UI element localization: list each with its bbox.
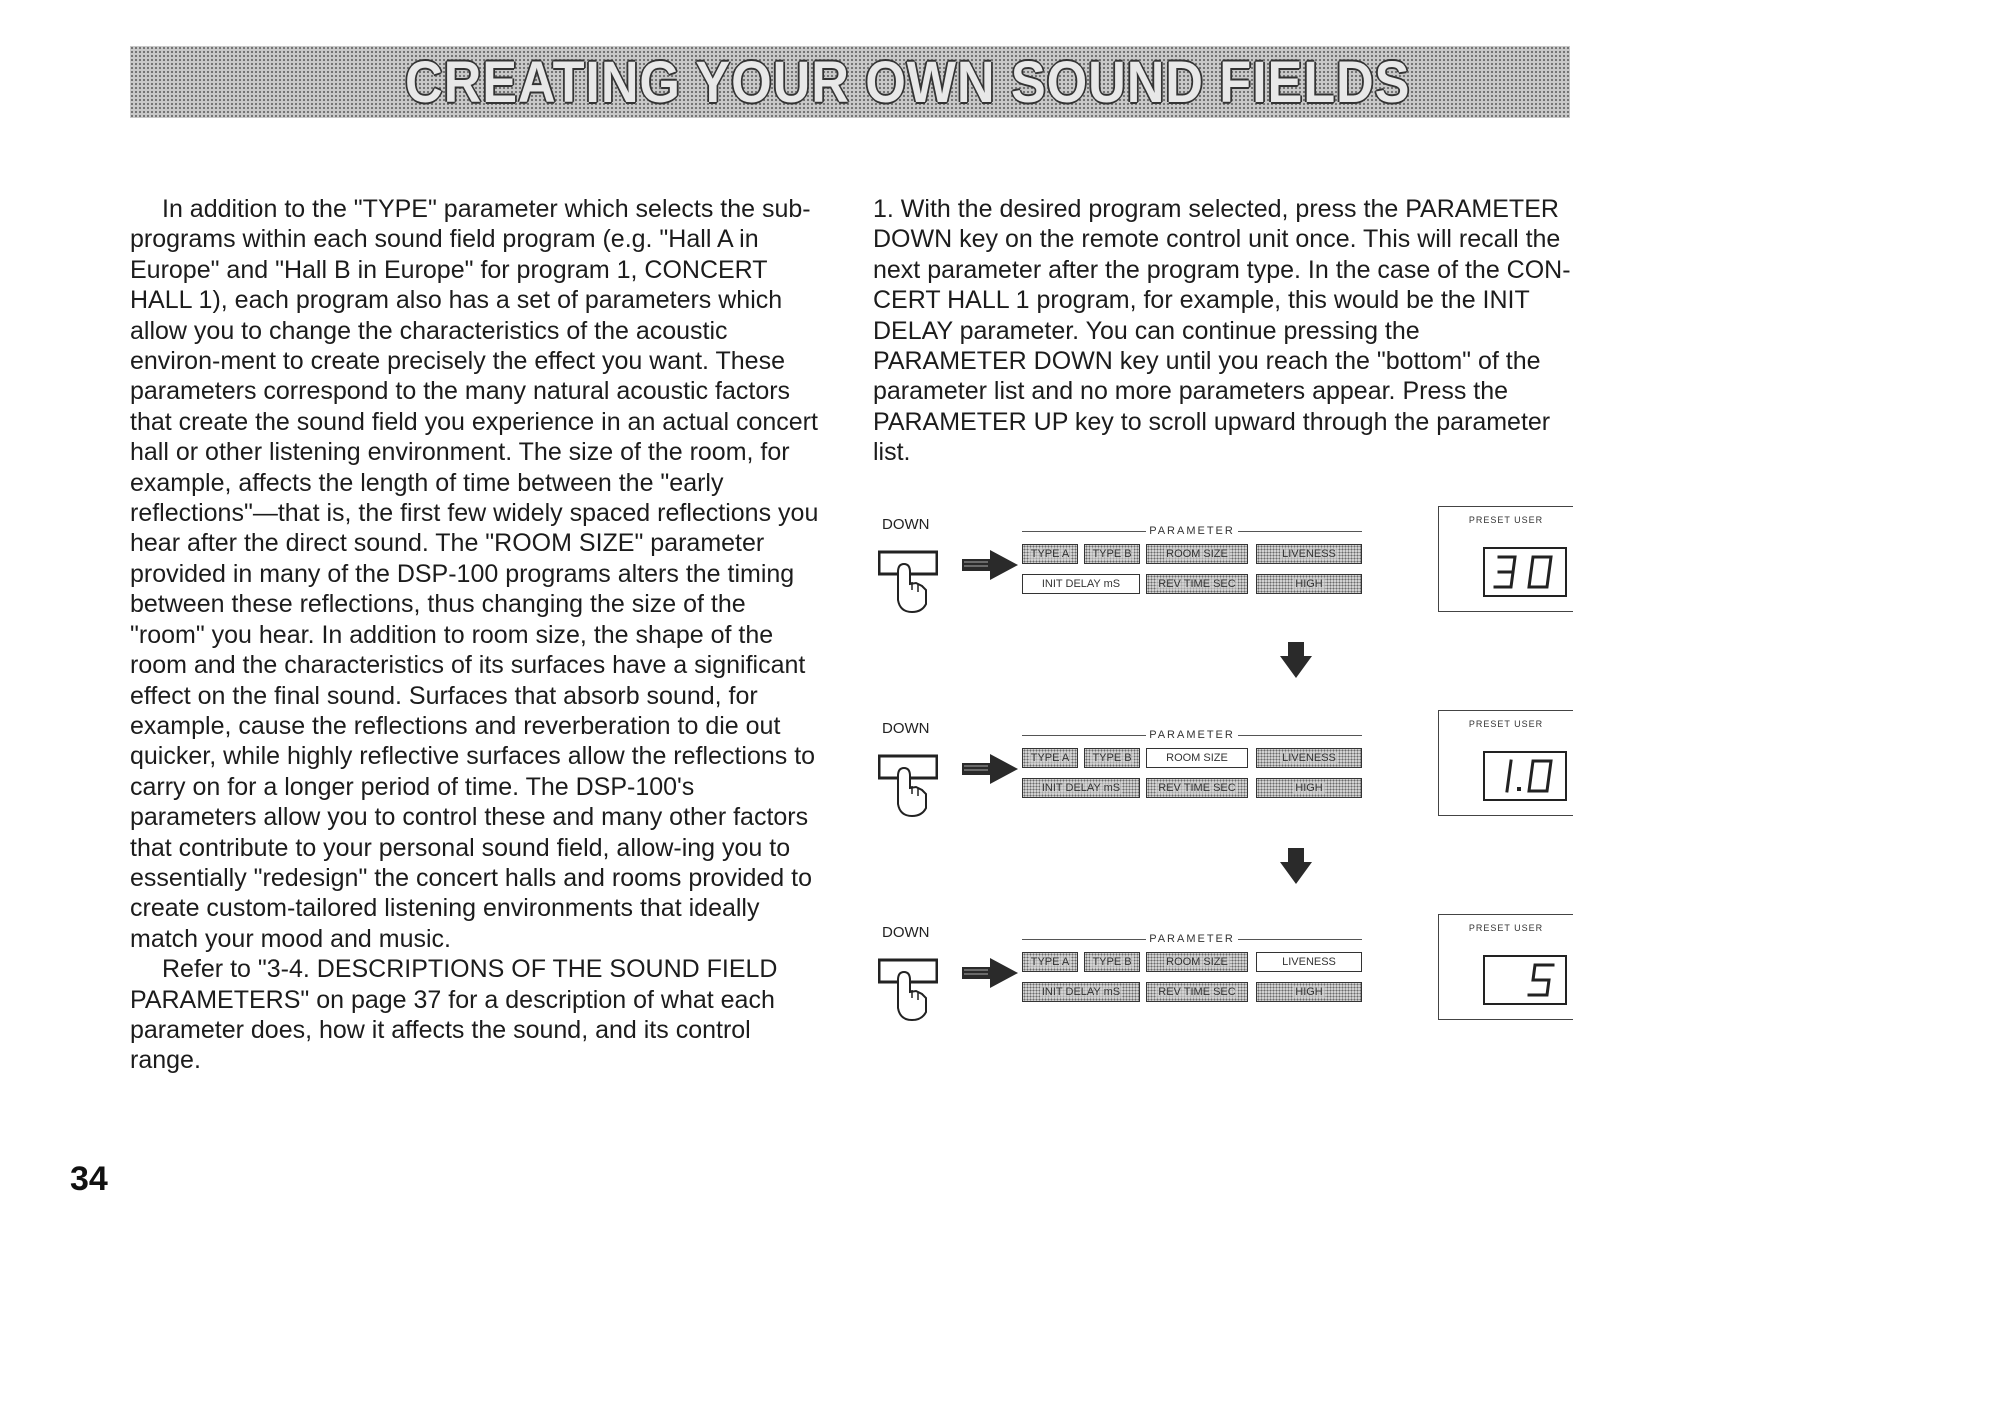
reference-paragraph: Refer to "3-4. DESCRIPTIONS OF THE SOUND FIELD PARAMETERS" on page 37 for a description of what each parameter does, how it affects the sound, and its control range.	[130, 955, 778, 1075]
display-screen	[1483, 751, 1567, 801]
high-button[interactable]: HIGH	[1256, 574, 1362, 594]
arrow-right-icon	[960, 752, 1020, 786]
room-size-button[interactable]: ROOM SIZE	[1146, 748, 1248, 768]
init-delay-button[interactable]: INIT DELAY mS	[1022, 778, 1140, 798]
parameter-panel-1	[870, 516, 1570, 636]
down-label: DOWN	[882, 924, 930, 941]
hand-pressing-key-icon	[878, 534, 938, 614]
hand-pressing-key-icon	[878, 942, 938, 1022]
arrow-right-icon	[960, 548, 1020, 582]
parameter-panel-2	[870, 720, 1570, 840]
title-banner	[130, 46, 1570, 118]
seven-segment-readout	[1485, 957, 1565, 1003]
left-column	[130, 194, 820, 1076]
rev-time-button[interactable]: REV TIME SEC	[1146, 574, 1248, 594]
type-a-button[interactable]: TYPE A	[1022, 748, 1078, 768]
liveness-button[interactable]: LIVENESS	[1256, 748, 1362, 768]
init-delay-button[interactable]: INIT DELAY mS	[1022, 574, 1140, 594]
step-1-paragraph: 1. With the desired program selected, press the PARAMETER DOWN key on the remote control unit once. This will recall the next parameter after the program type. In the case of the CON-CERT HALL 1 program, for example, this would be the INIT DELAY parameter. You can continue pressing the PARAMETER DOWN key until you reach the "bottom" of the parameter list and no more parameters appear. Press the PARAMETER UP key to scroll upward through the parameter list.	[873, 195, 1571, 467]
page-number: 34	[70, 1160, 108, 1198]
parameter-header: PARAMETER	[1022, 524, 1362, 538]
display-screen	[1483, 955, 1567, 1005]
parameter-panel-3	[870, 924, 1570, 1044]
preset-user-display	[1438, 710, 1573, 816]
down-label: DOWN	[882, 516, 930, 533]
intro-paragraph: In addition to the "TYPE" parameter which selects the sub-programs within each sound field program (e.g. "Hall A in Europe" and "Hall B in Europe" for program 1, CONCERT HALL 1), each program also has a set of parameters which allow you to change the characteristics of the acoustic environ-ment to create precisely the effect you want. These parameters correspond to the many natural acoustic factors that create the sound field you experience in an actual concert hall or other listening environment. The size of the room, for example, affects the length of time between the "early reflections"—that is, the first few widely spaced reflections you hear after the direct sound. The "ROOM SIZE" parameter provided in many of the DSP-100 programs alters the timing between these reflections, thus changing the size of the "room" you hear. In addition to room size, the shape of the room and the characteristics of its surfaces have a significant effect on the final sound. Surfaces that absorb sound, for example, cause the reflections and reverberation to die out quicker, while highly reflective surfaces allow the reflections to carry on for a longer period of time. The DSP-100's parameters allow you to control these and many other factors that contribute to your personal sound field, allow-ing you to essentially "redesign" the concert halls and rooms provided to create custom-tailored listening environments that ideally match your mood and music.	[130, 195, 819, 953]
rev-time-button[interactable]: REV TIME SEC	[1146, 778, 1248, 798]
hand-pressing-key-icon	[878, 738, 938, 818]
arrow-down-icon	[1278, 846, 1314, 886]
liveness-button[interactable]: LIVENESS	[1256, 952, 1362, 972]
display-screen	[1483, 547, 1567, 597]
display-label: PRESET USER	[1468, 515, 1544, 525]
display-label: PRESET USER	[1468, 923, 1544, 933]
seven-segment-readout	[1485, 753, 1565, 799]
parameter-header: PARAMETER	[1022, 728, 1362, 742]
type-a-button[interactable]: TYPE A	[1022, 952, 1078, 972]
room-size-button[interactable]: ROOM SIZE	[1146, 952, 1248, 972]
type-a-button[interactable]: TYPE A	[1022, 544, 1078, 564]
type-b-button[interactable]: TYPE B	[1084, 544, 1140, 564]
init-delay-button[interactable]: INIT DELAY mS	[1022, 982, 1140, 1002]
preset-user-display	[1438, 506, 1573, 612]
page-title: CREATING YOUR OWN SOUND FIELDS	[405, 49, 1411, 115]
type-b-button[interactable]: TYPE B	[1084, 952, 1140, 972]
seven-segment-readout	[1485, 549, 1565, 595]
liveness-button[interactable]: LIVENESS	[1256, 544, 1362, 564]
arrow-down-icon	[1278, 640, 1314, 680]
high-button[interactable]: HIGH	[1256, 982, 1362, 1002]
parameter-header: PARAMETER	[1022, 932, 1362, 946]
down-label: DOWN	[882, 720, 930, 737]
right-column	[873, 194, 1573, 468]
type-b-button[interactable]: TYPE B	[1084, 748, 1140, 768]
arrow-right-icon	[960, 956, 1020, 990]
high-button[interactable]: HIGH	[1256, 778, 1362, 798]
room-size-button[interactable]: ROOM SIZE	[1146, 544, 1248, 564]
display-label: PRESET USER	[1468, 719, 1544, 729]
rev-time-button[interactable]: REV TIME SEC	[1146, 982, 1248, 1002]
preset-user-display	[1438, 914, 1573, 1020]
